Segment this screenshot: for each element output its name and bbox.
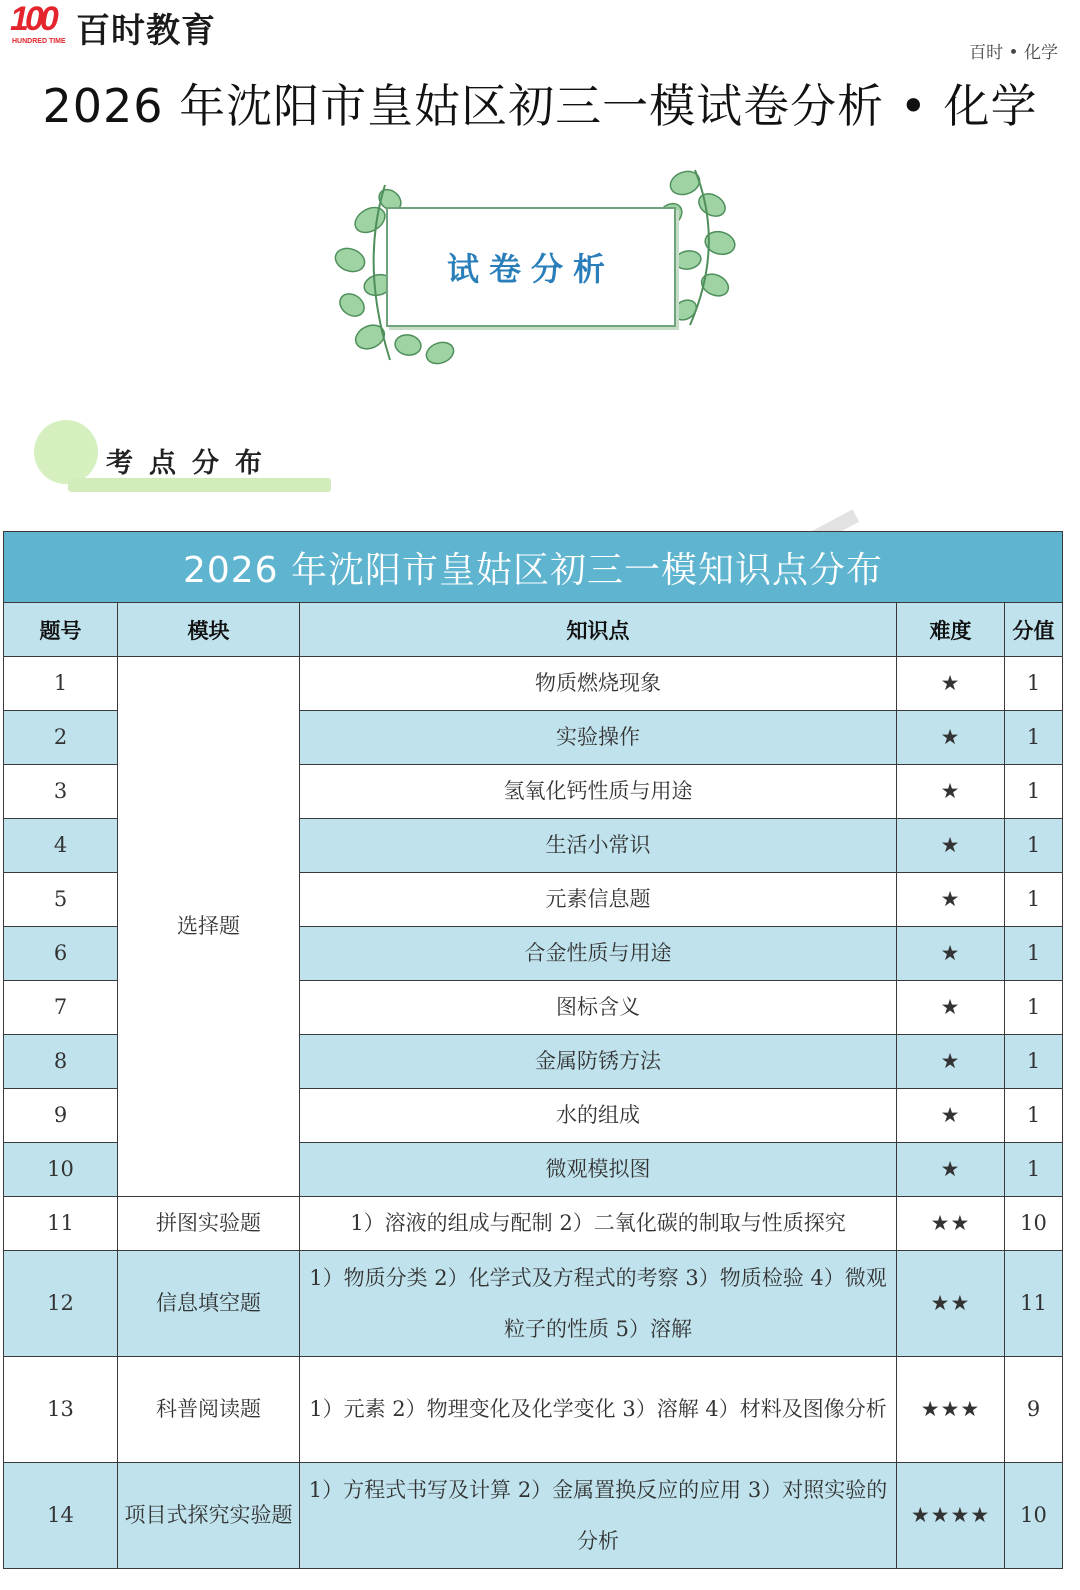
- cell-knowledge: 物质燃烧现象: [300, 657, 897, 711]
- cell-num: 10: [4, 1143, 118, 1197]
- cell-knowledge: 合金性质与用途: [300, 927, 897, 981]
- cell-difficulty: ★★: [897, 1197, 1005, 1251]
- heading-underline: [68, 478, 331, 492]
- cell-difficulty: ★: [897, 657, 1005, 711]
- cell-num: 3: [4, 765, 118, 819]
- logo-mark: [10, 0, 72, 50]
- table-row: [4, 1463, 1063, 1569]
- table-row: [4, 1251, 1063, 1357]
- cell-module: 信息填空题: [118, 1251, 300, 1357]
- cell-difficulty: ★: [897, 927, 1005, 981]
- cell-score: 1: [1005, 1089, 1063, 1143]
- cell-score: 10: [1005, 1463, 1063, 1569]
- cell-num: 9: [4, 1089, 118, 1143]
- cell-difficulty: ★★: [897, 1251, 1005, 1357]
- cell-difficulty: ★: [897, 1143, 1005, 1197]
- cell-module-select: 选择题: [118, 657, 300, 1197]
- cell-knowledge: 图标含义: [300, 981, 897, 1035]
- cell-score: 1: [1005, 711, 1063, 765]
- cell-knowledge: 1）溶液的组成与配制 2）二氧化碳的制取与性质探究: [300, 1197, 897, 1251]
- brand-logo: [10, 0, 216, 51]
- logo-number: 100: [10, 0, 55, 38]
- banner-box: [386, 207, 676, 327]
- logo-subtext: HUNDRED TIME: [12, 38, 66, 45]
- cell-num: 4: [4, 819, 118, 873]
- cell-score: 1: [1005, 819, 1063, 873]
- cell-difficulty: ★: [897, 873, 1005, 927]
- cell-num: 7: [4, 981, 118, 1035]
- cell-score: 10: [1005, 1197, 1063, 1251]
- cell-score: 1: [1005, 927, 1063, 981]
- corner-tag: 百时 • 化学: [969, 43, 1058, 63]
- header-num: 题号: [4, 603, 118, 657]
- banner-label: 试卷分析: [446, 250, 615, 288]
- cell-score: 1: [1005, 1035, 1063, 1089]
- cell-num: 12: [4, 1251, 118, 1357]
- cell-score: 1: [1005, 873, 1063, 927]
- cell-difficulty: ★: [897, 1035, 1005, 1089]
- cell-knowledge: 水的组成: [300, 1089, 897, 1143]
- knowledge-distribution-table: [3, 531, 1063, 1569]
- cell-num: 14: [4, 1463, 118, 1569]
- section-heading: [28, 405, 338, 500]
- header-knowledge: 知识点: [300, 603, 897, 657]
- cell-knowledge: 1）方程式书写及计算 2）金属置换反应的应用 3）对照实验的分析: [300, 1463, 897, 1569]
- cell-score: 11: [1005, 1251, 1063, 1357]
- cell-difficulty: ★: [897, 711, 1005, 765]
- cell-score: 1: [1005, 981, 1063, 1035]
- cell-score: 1: [1005, 657, 1063, 711]
- cell-knowledge: 氢氧化钙性质与用途: [300, 765, 897, 819]
- section-banner: [330, 165, 740, 370]
- cell-num: 8: [4, 1035, 118, 1089]
- table-row: [4, 657, 1063, 711]
- page-title: 2026 年沈阳市皇姑区初三一模试卷分析 • 化学: [42, 79, 1038, 133]
- cell-knowledge: 1）元素 2）物理变化及化学变化 3）溶解 4）材料及图像分析: [300, 1357, 897, 1463]
- cell-module: 科普阅读题: [118, 1357, 300, 1463]
- cell-module: 项目式探究实验题: [118, 1463, 300, 1569]
- table-caption: 2026 年沈阳市皇姑区初三一模知识点分布: [4, 532, 1063, 603]
- table-row: [4, 1357, 1063, 1463]
- heading-circle-icon: [34, 420, 98, 484]
- cell-difficulty: ★: [897, 765, 1005, 819]
- cell-knowledge: 1）物质分类 2）化学式及方程式的考察 3）物质检验 4）微观粒子的性质 5）溶解: [300, 1251, 897, 1357]
- cell-knowledge: 实验操作: [300, 711, 897, 765]
- cell-num: 6: [4, 927, 118, 981]
- cell-num: 5: [4, 873, 118, 927]
- cell-score: 9: [1005, 1357, 1063, 1463]
- cell-knowledge: 微观模拟图: [300, 1143, 897, 1197]
- table-row: [4, 1197, 1063, 1251]
- cell-score: 1: [1005, 765, 1063, 819]
- brand-name: 百时教育: [76, 10, 216, 51]
- cell-module: 拼图实验题: [118, 1197, 300, 1251]
- cell-score: 1: [1005, 1143, 1063, 1197]
- cell-num: 1: [4, 657, 118, 711]
- cell-num: 13: [4, 1357, 118, 1463]
- cell-difficulty: ★: [897, 819, 1005, 873]
- cell-difficulty: ★: [897, 981, 1005, 1035]
- section-heading-label: 考点分布: [106, 448, 278, 479]
- cell-knowledge: 生活小常识: [300, 819, 897, 873]
- header-score: 分值: [1005, 603, 1063, 657]
- header-difficulty: 难度: [897, 603, 1005, 657]
- cell-difficulty: ★★★★: [897, 1463, 1005, 1569]
- cell-num: 2: [4, 711, 118, 765]
- header-module: 模块: [118, 603, 300, 657]
- cell-knowledge: 元素信息题: [300, 873, 897, 927]
- cell-num: 11: [4, 1197, 118, 1251]
- cell-difficulty: ★★★: [897, 1357, 1005, 1463]
- cell-difficulty: ★: [897, 1089, 1005, 1143]
- cell-knowledge: 金属防锈方法: [300, 1035, 897, 1089]
